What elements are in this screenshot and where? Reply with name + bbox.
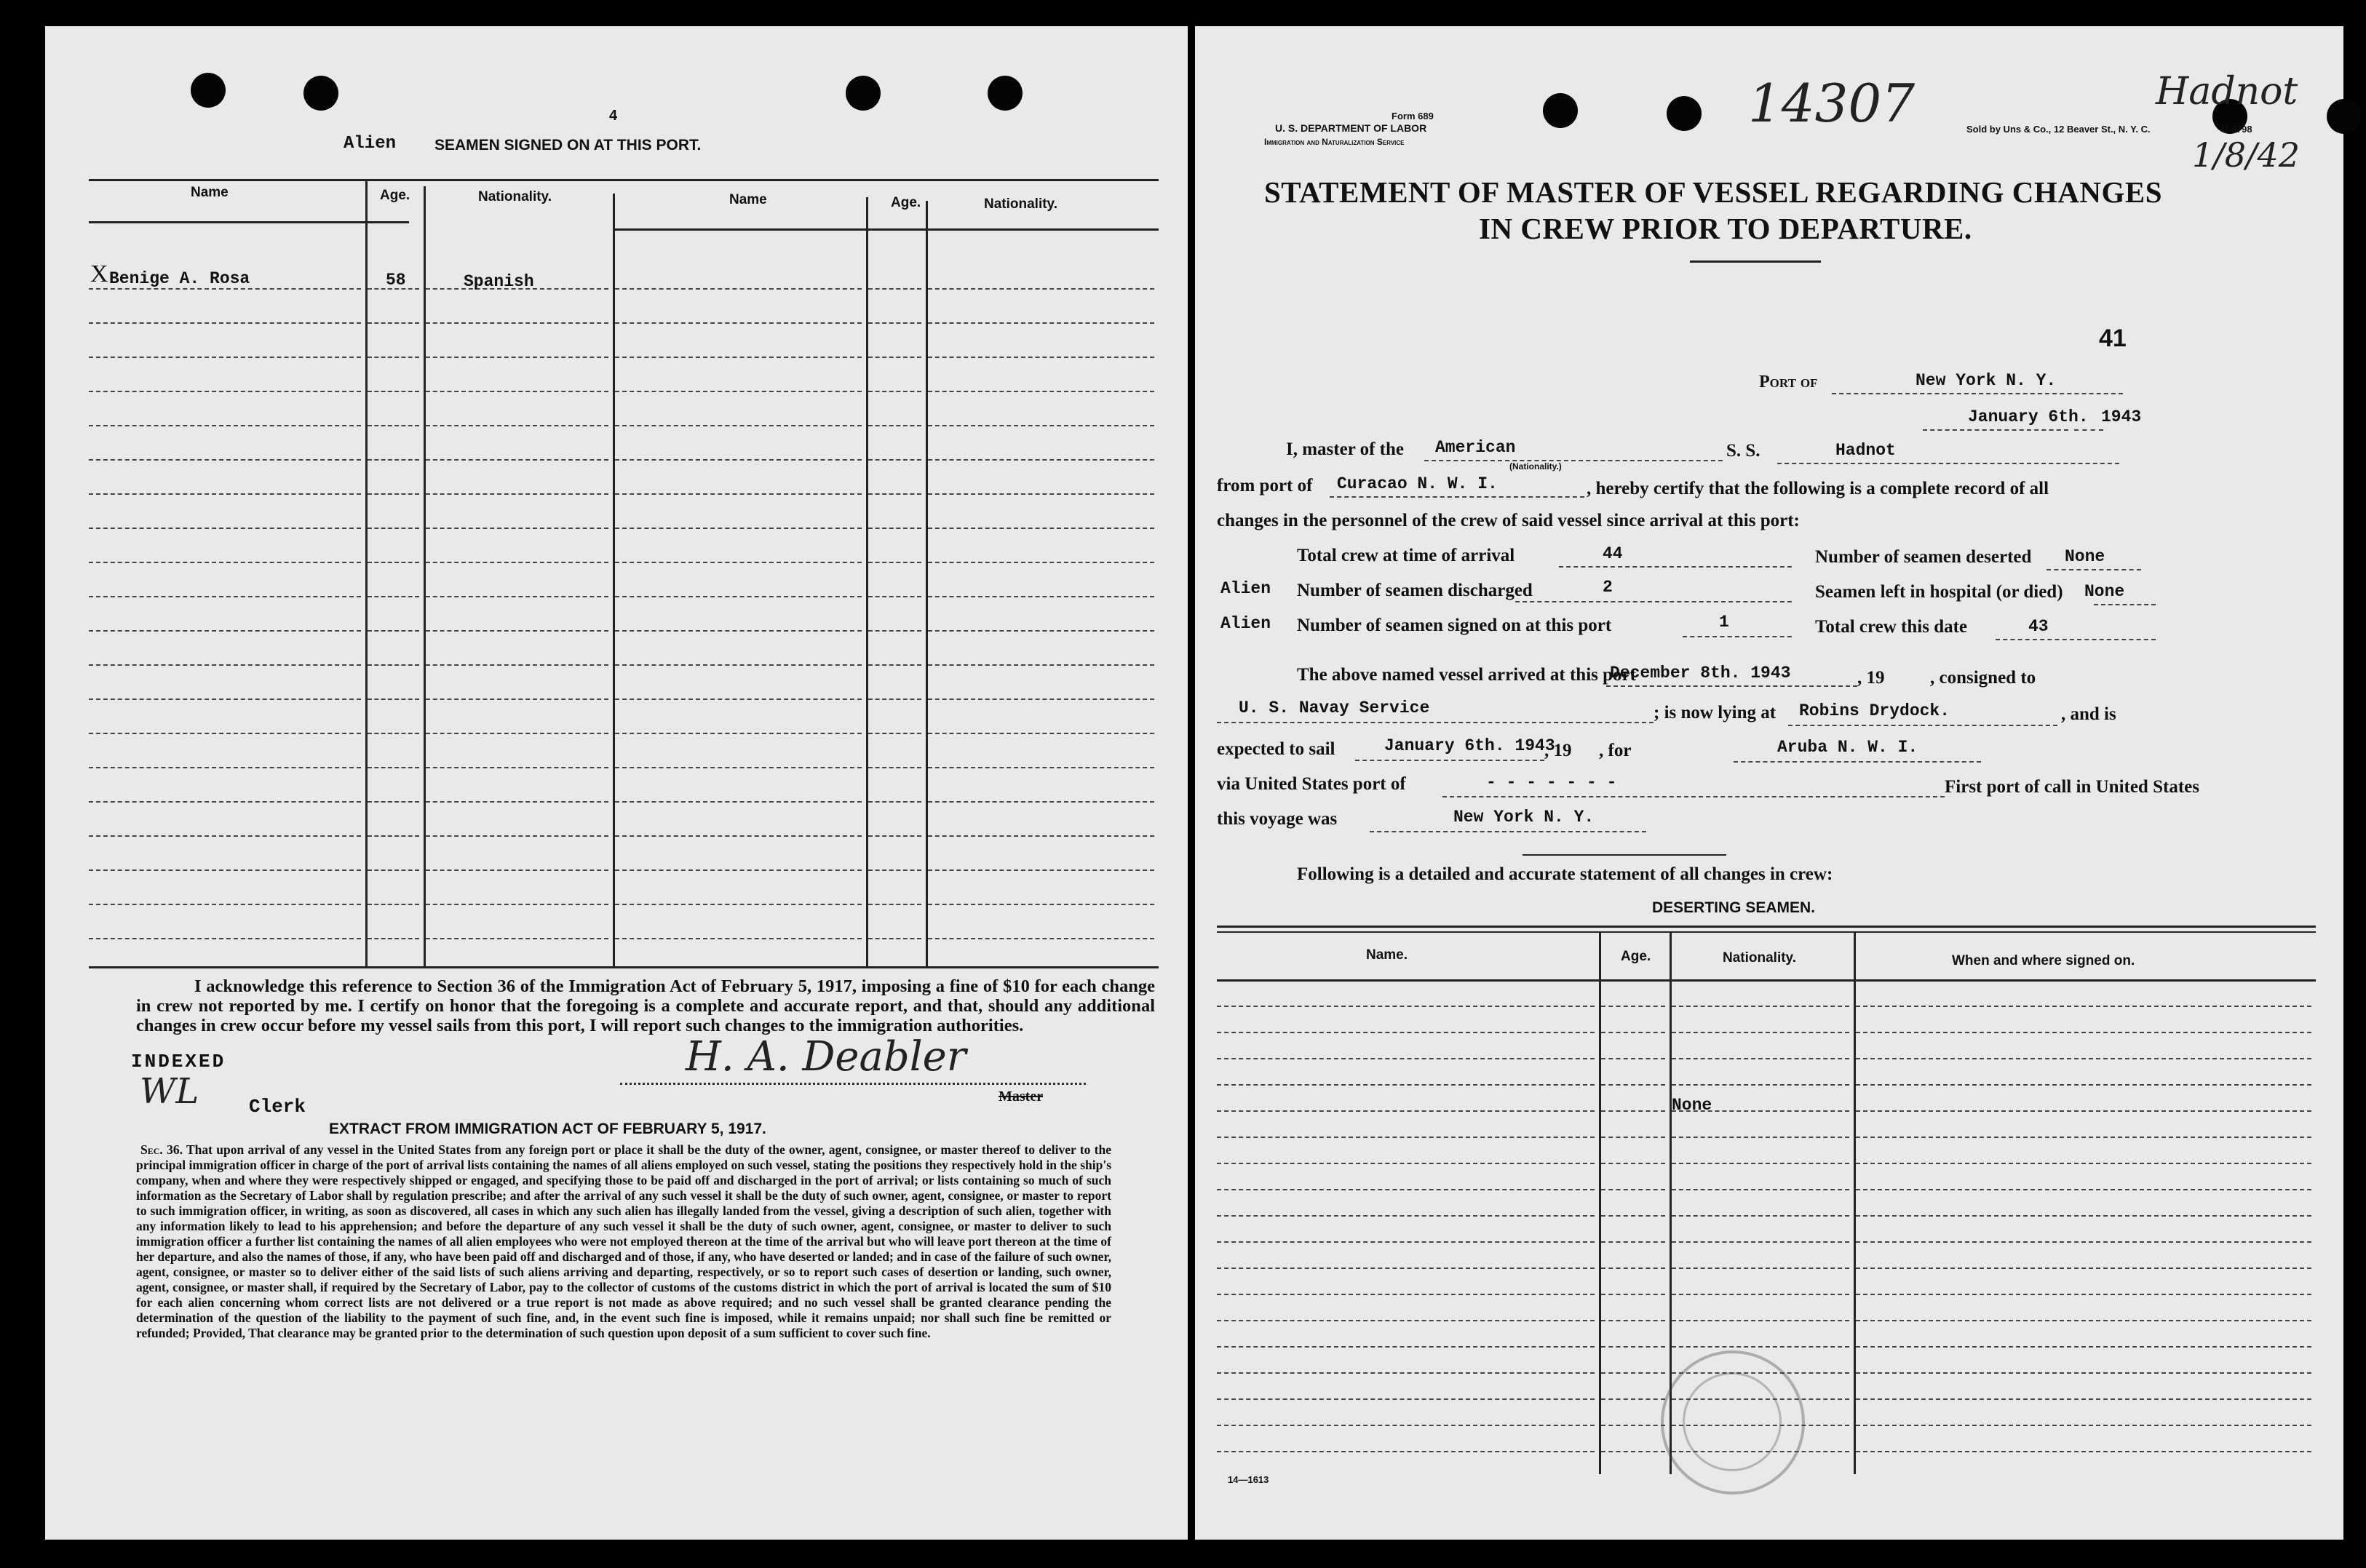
row-rule xyxy=(89,493,361,495)
row-rule xyxy=(1856,1372,2311,1374)
row-rule xyxy=(615,322,862,324)
row-rule xyxy=(89,357,361,358)
row-rule xyxy=(89,733,361,734)
row-rule xyxy=(615,664,862,666)
punch-hole xyxy=(2327,99,2362,134)
row-rule xyxy=(1856,1163,2311,1164)
row-rule xyxy=(928,904,1154,905)
acknowledgement-text: I acknowledge this reference to Section 36 of the Immigration Act of February 5, 1917, imposing a fine of $10 for each change in crew not reported by me. I certify on honor that the foregoing is a complete and accurate report, and that, should any additional changes in crew occur before my vessel sails from this port, I will report such changes to the immigration authorities. xyxy=(136,976,1155,1035)
row-rule xyxy=(928,699,1154,700)
year-value: 1943 xyxy=(2101,407,2142,426)
row-rule xyxy=(1217,1294,1595,1295)
row-rule xyxy=(368,938,419,939)
row-rule xyxy=(1217,1058,1595,1059)
row-rule xyxy=(89,664,361,666)
col-age: Age. xyxy=(380,188,410,203)
col-desert-name: Name. xyxy=(1366,947,1408,963)
certify-text: , hereby certify that the following is a complete record of all xyxy=(1587,479,2049,498)
row-rule xyxy=(615,767,862,768)
row-rule xyxy=(1856,1294,2311,1295)
row-rule xyxy=(615,801,862,803)
crew-age: 58 xyxy=(386,271,406,290)
row-rule xyxy=(1856,1425,2311,1426)
indexed-stamp: INDEXED xyxy=(131,1051,226,1072)
row-rule xyxy=(1856,1006,2311,1007)
changes-text: changes in the personnel of the crew of said vessel since arrival at this port: xyxy=(1217,511,1800,530)
row-rule xyxy=(928,596,1154,597)
row-rule xyxy=(928,938,1154,939)
row-rule xyxy=(868,904,921,905)
row-rule xyxy=(868,733,921,734)
row-rule xyxy=(868,938,921,939)
footer-code: 14—1613 xyxy=(1228,1474,1269,1485)
col-name-2: Name xyxy=(729,192,767,207)
expected-value: January 6th. 1943 xyxy=(1384,736,1555,755)
row-rule xyxy=(1217,1006,1595,1007)
row-rule xyxy=(1601,1163,1665,1164)
row-rule xyxy=(1217,1163,1595,1164)
punch-hole xyxy=(1543,93,1578,128)
row-rule xyxy=(1601,1451,1665,1452)
row-rule xyxy=(928,767,1154,768)
row-rule xyxy=(1601,1006,1665,1007)
row-rule xyxy=(89,391,361,392)
arrived-19: , 19 xyxy=(1857,668,1885,688)
extract-body xyxy=(136,1142,1111,1341)
row-rule xyxy=(1217,1267,1595,1269)
following-text: Following is a detailed and accurate statement of all changes in crew: xyxy=(1297,864,1833,884)
row-rule xyxy=(868,699,921,700)
row-rule xyxy=(928,835,1154,837)
date-value: January 6th. xyxy=(1968,407,2089,426)
crew-name: Benige A. Rosa xyxy=(109,269,250,288)
row-rule xyxy=(615,459,862,461)
row-rule xyxy=(426,493,608,495)
handwritten-date: 1/8/42 xyxy=(2192,135,2301,175)
total-arrival-value: 44 xyxy=(1603,544,1623,563)
col-desert-age: Age. xyxy=(1621,949,1651,964)
col-name: Name xyxy=(191,185,229,200)
via-value: - - - - - - - xyxy=(1486,773,1617,792)
row-rule xyxy=(1217,1241,1595,1243)
row-rule xyxy=(1856,1241,2311,1243)
deserting-table-top xyxy=(1217,926,2316,928)
table-top-rule xyxy=(89,179,1159,181)
printer-line: Sold by Uns & Co., 12 Beaver St., N. Y. C. xyxy=(1966,124,2151,135)
row-rule xyxy=(615,493,862,495)
row-rule xyxy=(868,801,921,803)
row-rule xyxy=(368,767,419,768)
row-rule xyxy=(928,425,1154,426)
row-rule xyxy=(368,699,419,700)
discharged-value: 2 xyxy=(1603,578,1613,597)
row-rule xyxy=(1856,1189,2311,1190)
row-rule xyxy=(1217,1320,1595,1321)
row-rule xyxy=(1856,1084,2311,1086)
row-rule xyxy=(928,801,1154,803)
row-rule xyxy=(1672,1320,1849,1321)
row-rule xyxy=(1217,1110,1595,1112)
signed-on-label: Number of seamen signed on at this port xyxy=(1297,616,1612,635)
row-rule xyxy=(426,391,608,392)
row-rule xyxy=(426,835,608,837)
row-rule xyxy=(1217,1372,1595,1374)
row-rule xyxy=(1601,1398,1665,1400)
row-rule xyxy=(1672,1032,1849,1033)
row-rule xyxy=(89,801,361,803)
row-rule xyxy=(1601,1215,1665,1217)
col-nationality-2: Nationality. xyxy=(984,196,1057,212)
row-rule xyxy=(1672,1215,1849,1217)
row-rule xyxy=(426,801,608,803)
row-rule xyxy=(426,630,608,632)
row-rule xyxy=(89,904,361,905)
punch-hole xyxy=(303,76,338,111)
row-rule xyxy=(615,938,862,939)
row-rule xyxy=(368,528,419,529)
row-rule xyxy=(1672,1137,1849,1138)
and-is: , and is xyxy=(2061,704,2116,724)
row-rule xyxy=(615,288,862,290)
row-rule xyxy=(1856,1215,2311,1217)
row-rule xyxy=(426,528,608,529)
row-rule xyxy=(426,596,608,597)
master-role: Master xyxy=(999,1089,1044,1105)
row-rule xyxy=(1217,1425,1595,1426)
row-rule xyxy=(1601,1294,1665,1295)
row-rule xyxy=(426,904,608,905)
row-rule xyxy=(928,357,1154,358)
row-rule xyxy=(89,562,361,563)
row-rule xyxy=(1672,1084,1849,1086)
from-port-value: Curacao N. W. I. xyxy=(1337,474,1498,493)
row-rule xyxy=(615,835,862,837)
row-rule xyxy=(868,493,921,495)
alien-note-2: Alien xyxy=(1220,614,1271,633)
row-rule xyxy=(615,596,862,597)
row-rule xyxy=(426,938,608,939)
row-rule xyxy=(1601,1058,1665,1059)
row-rule xyxy=(1601,1346,1665,1348)
row-rule xyxy=(615,904,862,905)
row-rule xyxy=(615,425,862,426)
row-rule xyxy=(1601,1137,1665,1138)
row-rule xyxy=(868,391,921,392)
deserting-title: DESERTING SEAMEN. xyxy=(1652,899,1816,916)
row-rule xyxy=(1856,1346,2311,1348)
row-rule xyxy=(426,699,608,700)
row-rule xyxy=(868,664,921,666)
for-label: , 19 , for xyxy=(1544,741,1632,760)
row-rule xyxy=(89,630,361,632)
check-mark: X xyxy=(90,260,108,287)
row-rule xyxy=(1672,1267,1849,1269)
row-rule xyxy=(89,938,361,939)
row-rule xyxy=(1672,1241,1849,1243)
row-rule xyxy=(89,596,361,597)
header-alien: Alien xyxy=(344,134,397,154)
row-rule xyxy=(1601,1084,1665,1086)
total-arrival-label: Total crew at time of arrival xyxy=(1297,546,1515,565)
row-rule xyxy=(868,357,921,358)
ss-label: S. S. xyxy=(1726,441,1760,461)
printer-code: U-8798 xyxy=(2221,124,2252,135)
punch-hole xyxy=(191,73,226,108)
row-rule xyxy=(368,459,419,461)
row-rule xyxy=(368,425,419,426)
port-of-value: New York N. Y. xyxy=(1916,371,2057,390)
row-rule xyxy=(1217,1137,1595,1138)
row-rule xyxy=(89,459,361,461)
master-of-label: I, master of the xyxy=(1286,439,1404,459)
extract-title: EXTRACT FROM IMMIGRATION ACT OF FEBRUARY 5, 1917. xyxy=(329,1121,766,1137)
for-value: Aruba N. W. I. xyxy=(1777,738,1918,757)
row-rule xyxy=(1856,1398,2311,1400)
row-rule xyxy=(868,767,921,768)
row-rule xyxy=(1217,1032,1595,1033)
row-rule xyxy=(89,322,361,324)
discharged-label: Number of seamen discharged xyxy=(1297,581,1533,600)
row-rule xyxy=(89,835,361,837)
row-rule xyxy=(928,288,1154,290)
vessel-name: Hadnot xyxy=(1835,441,1896,460)
page-number: 4 xyxy=(609,108,618,124)
punch-hole xyxy=(1667,96,1702,131)
total-date-label: Total crew this date xyxy=(1815,617,1968,637)
row-rule xyxy=(928,493,1154,495)
row-rule xyxy=(368,391,419,392)
row-rule xyxy=(1217,1215,1595,1217)
hospital-value: None xyxy=(2084,582,2125,601)
first-port-label: First port of call in United States xyxy=(1945,777,2199,797)
crew-nationality: Spanish xyxy=(464,272,534,291)
row-rule xyxy=(426,767,608,768)
punch-hole xyxy=(988,76,1023,111)
col-age-2: Age. xyxy=(891,195,921,210)
row-rule xyxy=(1856,1267,2311,1269)
expected-label: expected to sail xyxy=(1217,739,1335,759)
row-rule xyxy=(868,869,921,871)
row-rule xyxy=(615,562,862,563)
row-rule xyxy=(1856,1451,2311,1452)
row-rule xyxy=(1217,1189,1595,1190)
row-rule xyxy=(1856,1032,2311,1033)
row-rule xyxy=(1601,1425,1665,1426)
col-nationality: Nationality. xyxy=(478,189,552,204)
row-rule xyxy=(615,733,862,734)
col-desert-nationality: Nationality. xyxy=(1723,950,1796,966)
row-rule xyxy=(368,869,419,871)
clerk-initials: WL xyxy=(140,1071,199,1112)
row-rule xyxy=(868,459,921,461)
title-line-2: IN CREW PRIOR TO DEPARTURE. xyxy=(1479,212,1972,245)
row-rule xyxy=(368,596,419,597)
handwritten-number: 14307 xyxy=(1748,73,1916,134)
row-rule xyxy=(1217,1346,1595,1348)
row-rule xyxy=(426,869,608,871)
row-rule xyxy=(928,322,1154,324)
department: U. S. DEPARTMENT OF LABOR xyxy=(1275,122,1427,134)
sec-label: Sec. 36. xyxy=(140,1142,183,1157)
deserted-label: Number of seamen deserted xyxy=(1815,547,2032,567)
none-entry: None xyxy=(1672,1096,1712,1115)
row-rule xyxy=(928,869,1154,871)
arrived-value: December 8th. 1943 xyxy=(1610,664,1791,682)
row-rule xyxy=(615,630,862,632)
row-rule xyxy=(928,528,1154,529)
row-rule xyxy=(89,528,361,529)
row-rule xyxy=(368,562,419,563)
row-rule xyxy=(1856,1137,2311,1138)
row-rule xyxy=(1217,1451,1595,1452)
row-rule xyxy=(426,733,608,734)
voyage-label: this voyage was xyxy=(1217,809,1338,829)
form-number: Form 689 xyxy=(1392,111,1434,122)
row-rule xyxy=(426,664,608,666)
row-rule xyxy=(1601,1110,1665,1112)
row-rule xyxy=(868,596,921,597)
row-rule xyxy=(368,835,419,837)
row-rule xyxy=(1601,1372,1665,1374)
voyage-value: New York N. Y. xyxy=(1453,808,1595,827)
row-rule xyxy=(89,869,361,871)
row-rule xyxy=(615,528,862,529)
row-rule xyxy=(1856,1058,2311,1059)
row-rule xyxy=(89,288,361,290)
master-signature: H. A. Deabler xyxy=(686,1033,966,1081)
row-rule xyxy=(426,357,608,358)
row-rule xyxy=(615,391,862,392)
row-rule xyxy=(89,425,361,426)
title-line-1: STATEMENT OF MASTER OF VESSEL REGARDING CHANGES xyxy=(1264,175,2163,209)
row-rule xyxy=(928,733,1154,734)
row-rule xyxy=(368,493,419,495)
row-rule xyxy=(615,699,862,700)
row-rule xyxy=(1672,1189,1849,1190)
signed-on-value: 1 xyxy=(1719,613,1729,632)
lying-value: Robins Drydock. xyxy=(1799,701,1950,720)
row-rule xyxy=(1217,1398,1595,1400)
row-rule xyxy=(368,733,419,734)
row-rule xyxy=(615,869,862,871)
row-rule xyxy=(1672,1163,1849,1164)
row-rule xyxy=(426,322,608,324)
via-label: via United States port of xyxy=(1217,774,1406,794)
row-rule xyxy=(1601,1189,1665,1190)
page-count: 41 xyxy=(2099,325,2127,352)
nationality-caption: (Nationality.) xyxy=(1509,461,1562,471)
total-date-value: 43 xyxy=(2028,617,2049,636)
row-rule xyxy=(868,630,921,632)
row-rule xyxy=(426,459,608,461)
row-rule xyxy=(868,835,921,837)
row-rule xyxy=(1601,1032,1665,1033)
row-rule xyxy=(368,357,419,358)
extract-text: That upon arrival of any vessel in the United States from any foreign port or place it shall be the duty of the owner, agent, consignee, or master thereof to deliver to the principal immigration officer in charge of the port of arrival lists containing the names of all aliens employed on such vessel, stating the positions they respectively hold in the ship's company, when and where they were respectively shipped or engaged, and specifying those to be paid off and discharged in the port of arrival; or lists containing so much of such information as the Secretary of Labor shall by regulation prescribe; and after the arrival of any such vessel it shall be the duty of such owner, agent, consignee, or master to report to such immigration officer, in writing, as soon as discovered, all cases in which any such alien has illegally landed from the vessel, giving a description of such alien, together with any information likely to lead to his apprehension; and before the departure of any such vessel it shall be the duty of such owner, agent, consignee, or master to deliver to such immigration officer a further list containing the names of all alien employees who were not employed thereon at the time of the arrival but who will leave port thereon at the time of her departure, and also the names of those, if any, who have been paid off and discharged and of those, if any, who have deserted or landed; and in case of the failure of such owner, agent, consignee, or master so to deliver either of the said lists of such aliens arriving and departing, respectively, or so to report such cases of desertion or landing, such owner, agent, consignee, or master shall, if required by the Secretary of Labor, pay to the collector of customs of the customs district in which the port of arrival is located the sum of $10 for each alien concerning whom correct lists are not delivered or a true report is not made as above required; and no such vessel shall be granted clearance pending the determination of the question of the liability to the payment of such fine, and, in the event such fine is imposed, while it remains unpaid; nor shall such fine be remitted or refunded; Provided, That clearance may be granted prior to the determination of such question upon deposit of a sum sufficient to cover such fine. xyxy=(136,1142,1111,1340)
row-rule xyxy=(368,630,419,632)
row-rule xyxy=(868,562,921,563)
row-rule xyxy=(368,322,419,324)
clerk-label: Clerk xyxy=(249,1096,306,1118)
row-rule xyxy=(368,904,419,905)
row-rule xyxy=(928,459,1154,461)
row-rule xyxy=(1856,1110,2311,1112)
left-page xyxy=(45,26,1188,1540)
row-rule xyxy=(1672,1006,1849,1007)
row-rule xyxy=(1601,1320,1665,1321)
hospital-label: Seamen left in hospital (or died) xyxy=(1815,582,2063,602)
consigned-label: , consigned to xyxy=(1930,668,2036,688)
row-rule xyxy=(928,664,1154,666)
row-rule xyxy=(928,391,1154,392)
row-rule xyxy=(1672,1058,1849,1059)
handwritten-vessel: Hadnot xyxy=(2156,70,2298,114)
row-rule xyxy=(1601,1267,1665,1269)
row-rule xyxy=(426,425,608,426)
row-rule xyxy=(928,630,1154,632)
signed-on-header: SEAMEN SIGNED ON AT THIS PORT. xyxy=(434,137,702,154)
row-rule xyxy=(1672,1294,1849,1295)
row-rule xyxy=(928,562,1154,563)
row-rule xyxy=(89,767,361,768)
service: Immigration and Naturalization Service xyxy=(1264,137,1405,147)
port-of-label: Port of xyxy=(1759,373,1818,391)
row-rule xyxy=(89,699,361,700)
row-rule xyxy=(868,288,921,290)
row-rule xyxy=(1217,1084,1595,1086)
arrived-label: The above named vessel arrived at this port xyxy=(1297,665,1636,685)
row-rule xyxy=(1856,1320,2311,1321)
punch-hole xyxy=(846,76,881,111)
right-page xyxy=(1195,26,2343,1540)
nationality-value: American xyxy=(1435,438,1516,457)
row-rule xyxy=(426,562,608,563)
lying-label: ; is now lying at xyxy=(1654,703,1777,723)
col-desert-signed: When and where signed on. xyxy=(1952,953,2135,968)
row-rule xyxy=(868,322,921,324)
row-rule xyxy=(368,801,419,803)
row-rule xyxy=(868,425,921,426)
row-rule xyxy=(1672,1346,1849,1348)
row-rule xyxy=(868,528,921,529)
from-port-label: from port of xyxy=(1217,476,1313,496)
alien-note-1: Alien xyxy=(1220,579,1271,598)
consignee-value: U. S. Navay Service xyxy=(1239,699,1430,717)
row-rule xyxy=(1601,1241,1665,1243)
row-rule xyxy=(615,357,862,358)
deserted-value: None xyxy=(2065,547,2105,566)
row-rule xyxy=(368,664,419,666)
